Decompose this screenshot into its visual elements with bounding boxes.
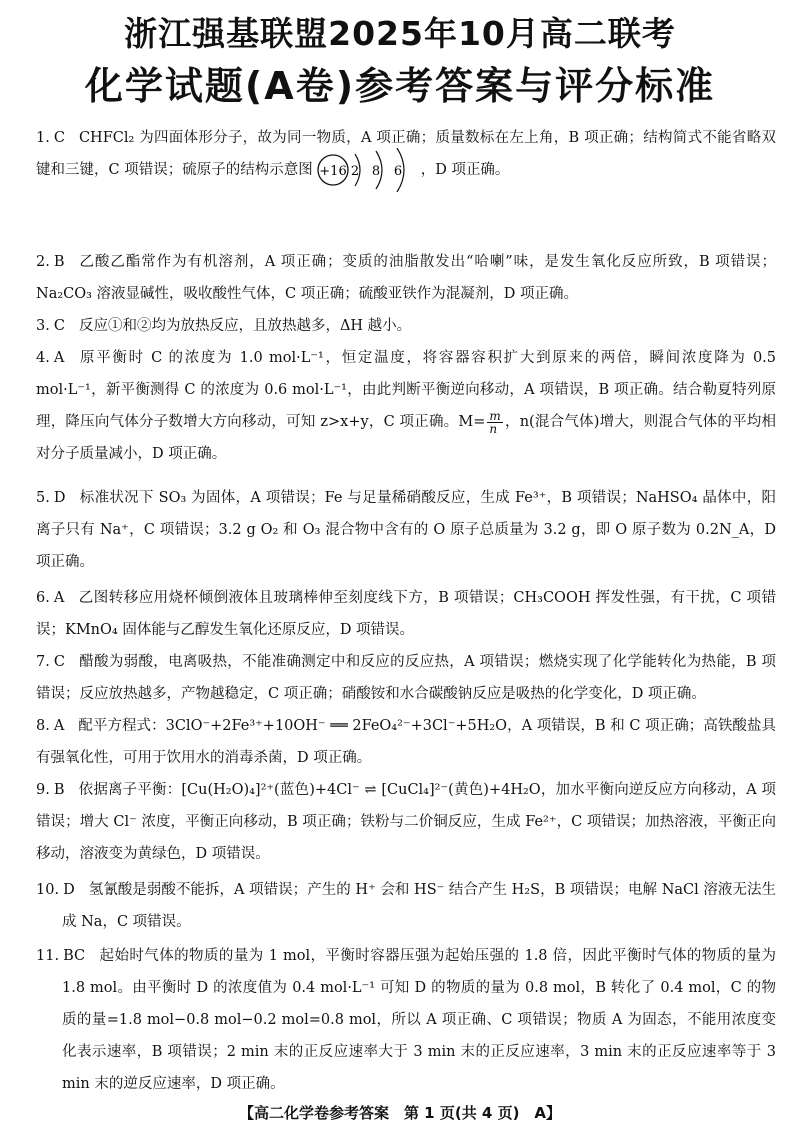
item-number: 10. bbox=[36, 882, 60, 898]
item-explanation: 反应①和②均为放热反应，且放热越多，ΔH 越小。 bbox=[78, 318, 412, 334]
item-explanation: 原平衡时 C 的浓度为 1.0 mol·L⁻¹，恒定温度，将容器容积扩大到原来的两倍，瞬间浓度降为 0.5 mol·L⁻¹，新平衡测得 C 的浓度为 0.6 mol·L⁻¹，由此判断平衡逆向移动，A 项错误，B 项正确。结合勒夏特列原理，降压向气体分子数增大方向移动，可知 z>x+y，C 项正确。M= bbox=[36, 350, 776, 430]
item-number: 6. bbox=[36, 590, 50, 606]
answer-item-5 bbox=[36, 482, 776, 578]
answer-item-6 bbox=[36, 582, 776, 646]
item-number: 4. bbox=[36, 350, 50, 366]
item-answer: A bbox=[53, 350, 65, 366]
answer-item-7 bbox=[36, 646, 776, 710]
item-number: 2. bbox=[36, 254, 50, 270]
item-explanation: 标准状况下 SO₃ 为固体，A 项错误；Fe 与足量稀硝酸反应，生成 Fe³⁺，B 项错误；NaHSO₄ 晶体中，阳离子只有 Na⁺，C 项错误；3.2 g O₂ 和 O₃ 混合物中含有的 O 原子总质量为 3.2 g，即 O 原子数为 0.2N_A，D 项正确。 bbox=[36, 490, 776, 570]
item-answer: B bbox=[53, 782, 65, 798]
answer-item-8 bbox=[36, 710, 776, 774]
item-explanation: 乙图转移应用烧杯倾倒液体且玻璃棒伸至刻度线下方，B 项错误；CH₃COOH 挥发性强，有干扰，C 项错误；KMnO₄ 固体能与乙醇发生氧化还原反应，D 项错误。 bbox=[36, 590, 776, 638]
shell-electrons-3: 6 bbox=[393, 164, 402, 179]
item-explanation: 依据离子平衡：[Cu(H₂O)₄]²⁺(蓝色)+4Cl⁻ ⇌ [CuCl₄]²⁻(黄色)+4H₂O，加水平衡向逆反应方向移动，A 项错误；增大 Cl⁻ 浓度，平衡正向移动，B 项正确；铁粉与二价铜反应，生成 Fe²⁺，C 项错误；加热溶液，平衡正向移动，溶液变为黄绿色，D 项错误。 bbox=[36, 782, 776, 862]
answer-item-1 bbox=[36, 122, 776, 186]
item-answer: B bbox=[53, 254, 65, 270]
item-number: 5. bbox=[36, 490, 50, 506]
item-explanation: CHFCl₂ 为四面体形分子，故为同一物质，A 项正确；质量数标在左上角，B 项正确；结构简式不能省略双键和三键，C 项错误；硫原子的结构示意图 bbox=[36, 130, 776, 178]
shell-electrons-2: 8 bbox=[371, 164, 380, 179]
answer-title: 化学试题(A卷)参考答案与评分标准 bbox=[84, 64, 716, 108]
item-answer: A bbox=[53, 590, 65, 606]
molar-mass-fraction bbox=[487, 410, 502, 435]
item-answer: A bbox=[53, 718, 65, 734]
answer-item-11 bbox=[36, 940, 776, 1100]
item-number: 11. bbox=[36, 948, 60, 964]
item-number: 8. bbox=[36, 718, 50, 734]
item-answer: D bbox=[53, 490, 66, 506]
exam-header: 浙江强基联盟2025年10月高二联考 bbox=[124, 14, 676, 53]
item-answer: C bbox=[53, 130, 65, 146]
answer-item-9 bbox=[36, 774, 776, 870]
item-answer: BC bbox=[63, 948, 86, 964]
item-number: 3. bbox=[36, 318, 50, 334]
sulfur-atom-structure-diagram bbox=[315, 148, 419, 192]
page-footer: 【高二化学卷参考答案 第 1 页(共 4 页) A】 bbox=[238, 1104, 562, 1122]
item-number: 7. bbox=[36, 654, 50, 670]
answer-item-3 bbox=[36, 310, 776, 342]
answer-item-2 bbox=[36, 246, 776, 310]
item-explanation: 起始时气体的物质的量为 1 mol，平衡时容器压强为起始压强的 1.8 倍，因此平衡时气体的物质的量为 1.8 mol。由平衡时 D 的浓度值为 0.4 mol·L⁻¹ 可知 D 的物质的量为 0.8 mol，B 转化了 0.4 mol，C 的物质的量=1.8 mol−0.8 mol−0.2 mol=0.8 mol，所以 A 项正确、C 项错误；物质 A 为固态，不能用浓度变化表示速率，B 项错误；2 min 末的正反应速率大于 3 min 末的正反应速率，3 min 末的正反应速率等于 3 min 末的逆反应速率，D 项正确。 bbox=[62, 948, 776, 1092]
item-explanation-tail: ，n(混合气体)增大，则混合气体的平均相对分子质量减小，D 项正确。 bbox=[36, 414, 776, 462]
item-explanation: 醋酸为弱酸，电离吸热，不能准确测定中和反应的反应热，A 项错误；燃烧实现了化学能转化为热能，B 项错误；反应放热越多，产物越稳定，C 项正确；硝酸铵和水合碳酸钠反应是吸热的化学变化，D 项正确。 bbox=[36, 654, 776, 702]
fraction-numerator: m bbox=[489, 408, 501, 423]
item-number: 9. bbox=[36, 782, 50, 798]
fraction-denominator: n bbox=[489, 421, 498, 436]
item-explanation: 氢氰酸是弱酸不能拆，A 项错误；产生的 H⁺ 会和 HS⁻ 结合产生 H₂S，B 项错误；电解 NaCl 溶液无法生成 Na，C 项错误。 bbox=[62, 882, 776, 930]
item-answer: C bbox=[53, 654, 65, 670]
answer-item-10 bbox=[36, 874, 776, 938]
item-answer: C bbox=[53, 318, 65, 334]
answer-item-4 bbox=[36, 342, 776, 470]
item-number: 1. bbox=[36, 130, 50, 146]
shell-electrons-1: 2 bbox=[350, 164, 359, 179]
item-explanation: 乙酸乙酯常作为有机溶剂，A 项正确；变质的油脂散发出“哈喇”味，是发生氧化反应所致，B 项错误；Na₂CO₃ 溶液显碱性，吸收酸性气体，C 项正确；硫酸亚铁作为混凝剂，D 项正确。 bbox=[36, 254, 776, 302]
item-explanation-tail: ，D 项正确。 bbox=[420, 162, 510, 178]
item-answer: D bbox=[63, 882, 75, 898]
item-explanation: 配平方程式：3ClO⁻+2Fe³⁺+10OH⁻ ══ 2FeO₄²⁻+3Cl⁻+5H₂O，A 项错误，B 和 C 项正确；高铁酸盐具有强氧化性，可用于饮用水的消毒杀菌，D 项正确。 bbox=[36, 718, 776, 766]
nucleus-charge: +16 bbox=[318, 164, 347, 179]
